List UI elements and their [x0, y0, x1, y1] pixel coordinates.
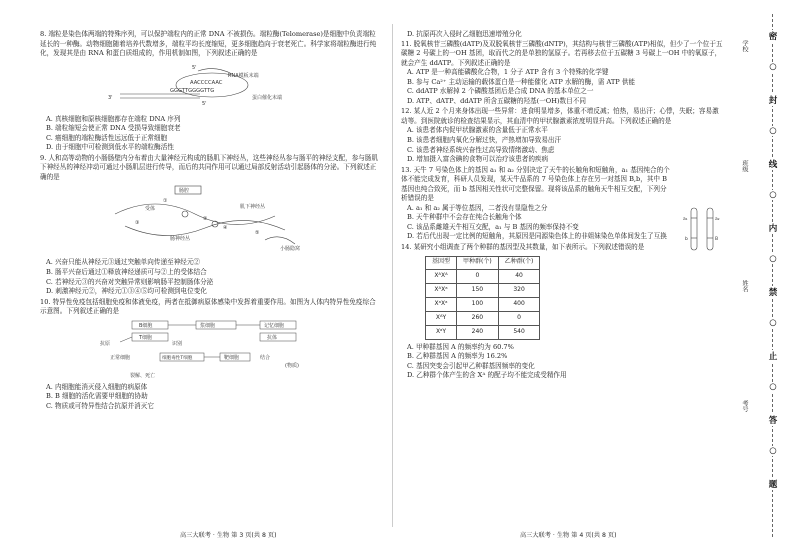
left-column	[40, 30, 380, 412]
label-5prime-top: 5'	[192, 64, 197, 71]
binding-mark: ○	[764, 190, 782, 200]
binding-mark: 禁	[764, 286, 782, 298]
label-submucosal-plexus: 肌下神经丛	[240, 204, 266, 211]
right-column	[401, 30, 723, 382]
binding-mark: 止	[764, 350, 782, 362]
page-footer-left: 高三大联考 · 生物 第 3 页(共 8 页)	[180, 532, 277, 539]
box-cytotoxic: 细胞毒性T细胞	[162, 355, 193, 361]
table-header: 甲种群(个)	[457, 256, 499, 269]
box-b-cell: B细胞	[139, 322, 153, 329]
label-normal-cell: 正常细胞	[110, 354, 131, 361]
question-12-option-c: C. 该患者神经系统兴奋性过高导致情绪激动、焦虑	[407, 145, 555, 154]
column-divider	[392, 24, 393, 527]
question-10-option-d: D. 抗原再次入侵时乙细胞迅速增殖分化	[407, 30, 522, 38]
question-9-option-b: B. 肠平兴奋后通过①释放神经递质可与②上的受体结合	[46, 268, 207, 277]
table-cell: 40	[498, 269, 540, 283]
label-neuron-1: ①	[163, 198, 168, 205]
box-plasma-cell: 浆细胞	[200, 322, 216, 329]
binding-mark: 题	[764, 478, 782, 490]
table-cell: XᴬXᵃ	[426, 283, 457, 297]
binding-mark: ○	[764, 126, 782, 136]
genotype-table	[425, 256, 540, 340]
binding-mark: ○	[764, 62, 782, 72]
label-lysis: 裂解、死亡	[130, 372, 156, 379]
table-cell: 240	[457, 325, 499, 339]
telomerase-figure	[40, 61, 380, 113]
binding-mark: ○	[764, 254, 782, 264]
seq-dna: GGGTTGGGGTTG	[170, 87, 215, 94]
binding-field-school: 学校	[741, 40, 748, 53]
table-cell: XᴬY	[426, 311, 457, 325]
label-b-upper: B	[715, 236, 719, 242]
table-row	[426, 297, 540, 311]
binding-field-name: 姓名	[741, 280, 748, 293]
label-rna-template: RNA模板末端	[228, 72, 259, 79]
question-8-option-c: C. 癌细胞的端粒酶活性远远低于正常细胞	[46, 133, 168, 142]
question-12-stem: 12. 某人近 2 个月来身体出现一些异常：进食明显增多，体重不增反减；怕热，易出汗；心悸，失眠；容易激动等。到医院就诊的检查结果显示，其血清中的甲状腺激素浓度明显升高。下列叙述正确的是	[401, 107, 719, 125]
question-12-option-d: D. 增加摄入富含碘的食物可以治疗该患者的疾病	[407, 155, 549, 164]
table-cell: 400	[498, 297, 540, 311]
chromosome-figure	[683, 206, 723, 254]
binding-mark: 封	[764, 94, 782, 106]
label-b-lower: b	[685, 236, 688, 242]
label-recognize: 识别	[172, 340, 183, 347]
table-cell: 150	[457, 283, 499, 297]
binding-mark: ○	[764, 318, 782, 328]
question-11-option-b: B. 参与 Ca²⁺ 主动运输的载体蛋白是一种能催化 ATP 水解的酶，需 ATP 供能	[407, 77, 636, 86]
binding-mark: ○	[764, 382, 782, 392]
label-gut-lumen: 肠腔	[179, 188, 190, 195]
label-substance: (物质)	[285, 362, 299, 369]
immunity-diagram	[40, 319, 380, 381]
question-14-stem: 14. 某研究小组调查了两个种群的基因型及其数量，如下表所示。下列叙述错误的是	[401, 243, 645, 252]
table-cell: XᵃXᵃ	[426, 297, 457, 311]
telomerase-diagram	[40, 61, 380, 113]
label-receptor: 受体	[145, 206, 156, 213]
table-cell: 320	[498, 283, 540, 297]
label-neuron-3: ③	[135, 220, 140, 227]
enteric-nerve-figure	[40, 184, 380, 256]
question-13-option-c: C. 该品系雌雄天牛相互交配，a₁ 与 B 基因的频率保持不变	[407, 222, 579, 231]
label-5prime-bottom: 5'	[202, 100, 207, 107]
question-11-option-d: D. ATP、dATP、ddATP 所含五碳糖的羟基(一OH)数目不同	[407, 96, 586, 105]
question-12-option-a: A. 该患者体内促甲状腺激素的含量低于正常水平	[407, 126, 548, 135]
box-memory-cell: 记忆细胞	[264, 322, 285, 329]
label-neuron-5: ⑤	[255, 230, 260, 237]
label-3prime: 3'	[108, 94, 113, 101]
question-11-option-a: A. ATP 是一种高能磷酸化合物，1 分子 ATP 含有 3 个特殊的化学键	[407, 68, 609, 77]
label-enteric-plexus: 肠神经丛	[170, 236, 191, 243]
question-8-option-a: A. 真核细胞和原核细胞都存在端粒 DNA 序列	[46, 114, 181, 123]
label-a1: a₁	[683, 216, 688, 222]
label-a2: a₂	[715, 216, 720, 222]
question-13-option-b: B. 天牛种群中不会存在纯合长触角个体	[407, 213, 522, 222]
box-t-cell: T细胞	[139, 334, 153, 341]
enteric-nerve-diagram	[40, 184, 380, 256]
label-antigen: 抗原	[100, 340, 111, 347]
label-crypt: 小肠隐窝	[280, 246, 301, 253]
table-header: 基因型	[426, 256, 457, 269]
page-footer-right: 高三大联考 · 生物 第 4 页(共 8 页)	[520, 532, 617, 539]
binding-strip	[732, 0, 794, 551]
question-12-option-b: B. 该患者细胞内氧化分解过快，产热增加导致易出汗	[407, 136, 562, 145]
table-cell: XᵃY	[426, 325, 457, 339]
question-8	[40, 30, 380, 153]
question-9-option-a: A. 兴奋只能从神经元③通过突触单向传递至神经元②	[46, 258, 201, 267]
table-row	[426, 283, 540, 297]
immunity-figure	[40, 319, 380, 381]
table-cell: 540	[498, 325, 540, 339]
box-target-cell: 靶细胞	[224, 354, 240, 361]
question-13-option-a: A. a₁ 和 a₂ 属于等位基因，二者没有显隐性之分	[407, 203, 548, 212]
binding-mark: 内	[764, 222, 782, 234]
question-8-option-d: D. 由于细胞中可检测到低水平的端粒酶活性	[46, 143, 174, 152]
label-combine: 结合	[260, 354, 271, 361]
question-11	[401, 40, 723, 107]
table-cell: 100	[457, 297, 499, 311]
table-header: 乙种群(个)	[498, 256, 540, 269]
table-header-row	[426, 256, 540, 269]
question-10-stem: 10. 特异性免疫包括细胞免疫和体液免疫，两者在抵御病原体感染中发挥着重要作用。如图为人体内特异性免疫综合示意图。下列叙述正确的是	[40, 297, 376, 316]
label-protein-end: 蛋白催化末端	[252, 94, 283, 101]
question-11-stem: 11. 脱氧核苷三磷酸(dATP)及双脱氧核苷三磷酸(dNTP)，其结构与核苷三磷酸(ATP)相似，但少了一个位于五碳糖 2 号碳上的一OH 基团，取而代之的是单独的氢原子。若再移去位于五碳糖 3 号碳上一OH 中的氧原子，就会产生 ddATP。下列叙述正确的是	[401, 39, 723, 67]
box-antibody: 抗体	[267, 334, 278, 341]
table-cell: 0	[498, 311, 540, 325]
question-14	[401, 243, 723, 381]
question-12	[401, 107, 723, 164]
question-14-option-c: C. 基因突变会引起甲乙种群基因频率的变化	[407, 361, 535, 370]
question-13-option-d: D. 若后代出现一定比例的短触角，其原因是同源染色体上的非姐妹染色单体间发生了互换	[407, 232, 667, 241]
label-neuron-4: ④	[223, 225, 228, 232]
seq-rna: AACCCCAAC	[190, 79, 223, 86]
binding-dashed-line	[772, 14, 773, 537]
question-8-option-b: B. 端粒缩短会使正常 DNA 受损导致细胞衰老	[46, 124, 181, 133]
question-9	[40, 154, 380, 297]
binding-mark: 答	[764, 414, 782, 426]
binding-mark: 线	[764, 158, 782, 170]
question-9-option-d: D. 刺激神经元②，神经元①③④⑤均可检测到电位变化	[46, 287, 207, 296]
question-10-option-a: A. 内细胞能消灭侵入细胞的病原体	[46, 382, 148, 391]
table-cell: XᴬXᴬ	[426, 269, 457, 283]
question-10-option-b: B. B 细胞的活化需要甲细胞的协助	[46, 392, 148, 401]
table-cell: 260	[457, 311, 499, 325]
question-13-stem: 13. 天牛 7 号染色体上的基因 a₁ 和 a₂ 分别决定了天牛的长触角和短触角，a₁ 基因纯合的个体不能完成发育，科研人员发现，某天牛品系的 7 号染色体上存在另一对基因 B,b，其中 B 基因也纯合致死，而 b 基因相关性状可完整保留。现将该品系的触角天牛相互交配，下列分析错误的是	[401, 165, 670, 203]
question-14-option-b: B. 乙种群基因 A 的频率为 16.2%	[407, 352, 508, 361]
table-row	[426, 325, 540, 339]
binding-mark: ○	[764, 446, 782, 456]
question-10-option-c: C. 物质或可特异性结合抗原并消灭它	[46, 401, 154, 410]
table-cell: 0	[457, 269, 499, 283]
question-9-stem: 9. 人和高等动物的小肠肠壁内分布着由大量神经元构成的肠肌下神经丛，这些神经丛参与肠平的神经支配，参与肠肌下神经丛的神经冲动可通过小肠肌层进行传导，而后的共同作用可以通过局部反射活动引起肠体的分泌。下列叙述正确的是	[40, 153, 379, 181]
binding-field-class: 班级	[741, 160, 748, 173]
question-8-stem: 8. 端粒是染色体两端的特殊序列，可以保护端粒内的正常 DNA 不被损伤。端粒酶(Telomerase)是细胞中负责端粒延长的一种酶。动物细胞随着培养代数增多，端粒平均长度缩短，更多细胞趋向于衰老死亡。科学家将端粒酶进行纯化，发现其是由 RNA 和蛋白质组成的，作用机制如图，下列叙述正确的是	[40, 30, 377, 58]
table-row	[426, 269, 540, 283]
label-neuron-2: ②	[203, 216, 208, 223]
question-11-option-c: C. ddATP 水解掉 2 个磷酸基团后是合成 DNA 的基本单位之一	[407, 87, 594, 96]
question-13	[401, 166, 723, 242]
binding-mark: 密	[764, 30, 782, 42]
binding-field-id: 考号	[741, 400, 748, 413]
question-9-option-c: C. 若神经元③的兴奋对突触异常则影响肠平控制肠体分泌	[46, 277, 214, 286]
question-10	[40, 298, 380, 412]
question-14-option-a: A. 甲种群基因 A 的频率约为 60.7%	[407, 342, 514, 351]
question-14-option-d: D. 乙种群个体产生的含 Xᴬ 的配子均不能完成受精作用	[407, 371, 567, 380]
table-row	[426, 311, 540, 325]
